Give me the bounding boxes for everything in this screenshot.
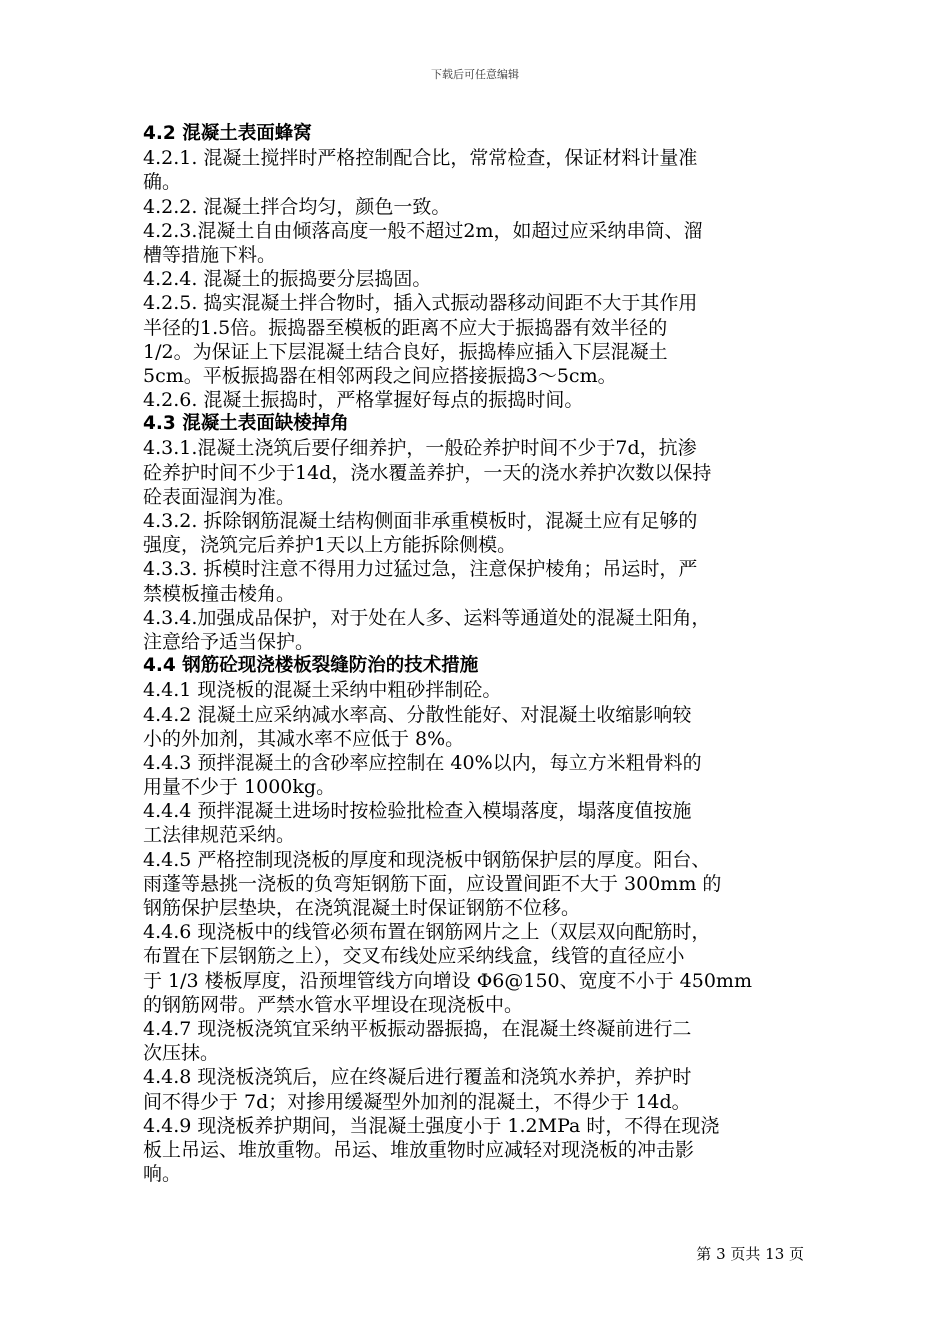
text-line: 4.3.1.混凝土浇筑后要仔细养护，一般砼养护时间不少于7d，抗渗 (143, 437, 697, 460)
text-line: 4.4.5 严格控制现浇板的厚度和现浇板中钢筋保护层的厚度。阳台、 (143, 848, 711, 871)
text-line: 4.4.2 混凝土应采纳减水率高、分散性能好、对混凝土收缩影响较 (143, 703, 692, 726)
text-line: 板上吊运、堆放重物。吊运、堆放重物时应减轻对现浇板的冲击影 (143, 1138, 695, 1161)
text-line: 4.4.3 预拌混凝土的含砂率应控制在 40%以内，每立方米粗骨料的 (143, 751, 702, 774)
text-line: 间不得少于 7d；对掺用缓凝型外加剂的混凝土，不得少于 14d。 (143, 1090, 691, 1113)
text-line: 半径的1.5倍。振捣器至模板的距离不应大于振捣器有效半径的 (143, 316, 668, 339)
page-header: 下载后可任意编辑 (431, 68, 519, 81)
text-line: 禁模板撞击棱角。 (143, 582, 296, 605)
text-line: 4.4.8 现浇板浇筑后，应在终凝后进行覆盖和浇筑水养护，养护时 (143, 1066, 692, 1089)
text-line: 钢筋保护层垫块，在浇筑混凝土时保证钢筋不位移。 (143, 897, 581, 919)
text-line: 4.4.9 现浇板养护期间，当混凝土强度小于 1.2MPa 时，不得在现浇 (143, 1114, 720, 1137)
text-line: 4.4.6 现浇板中的线管必须布置在钢筋网片之上（双层双向配筋时， (143, 921, 711, 944)
text-line: 4.4.1 现浇板的混凝土采纳中粗砂拌制砼。 (143, 679, 502, 702)
text-line: 响。 (143, 1163, 182, 1186)
text-line: 4.4.4 预拌混凝土进场时按检验批检查入模塌落度，塌落度值按施 (143, 800, 692, 823)
text-line: 砼养护时间不少于14d，浇水覆盖养护，一天的浇水养护次数以保持 (143, 461, 712, 484)
section-heading: 4.3 混凝土表面缺棱掉角 (143, 413, 349, 435)
text-line: 砼表面湿润为准。 (143, 485, 296, 508)
text-line: 工法律规范采纳。 (143, 824, 296, 847)
text-line: 布置在下层钢筋之上），交叉布线处应采纳线盒，线管的直径应小 (143, 945, 685, 968)
text-line: 雨蓬等悬挑一浇板的负弯矩钢筋下面，应设置间距不大于 300mm 的 (143, 872, 722, 895)
section-heading: 4.2 混凝土表面蜂窝 (143, 123, 312, 144)
text-line: 强度，浇筑完后养护1天以上方能拆除侧模。 (143, 534, 517, 557)
text-line: 4.2.2. 混凝土拌合均匀，颜色一致。 (143, 195, 451, 218)
text-line: 槽等措施下料。 (143, 243, 277, 266)
text-line: 4.2.6. 混凝土振捣时，严格掌握好每点的振捣时间。 (143, 389, 584, 412)
text-line: 小的外加剂，其减水率不应低于 8%。 (143, 727, 465, 750)
text-line: 4.3.2. 拆除钢筋混凝土结构侧面非承重模板时，混凝土应有足够的 (143, 510, 698, 532)
text-line: 4.3.4.加强成品保护，对于处在人多、运料等通道处的混凝土阳角， (143, 606, 711, 629)
text-line: 1/2。为保证上下层混凝土结合良好，振捣棒应插入下层混凝土 (143, 340, 668, 363)
text-line: 4.2.3.混凝土自由倾落高度一般不超过2m，如超过应采纳串筒、溜 (143, 219, 703, 242)
text-line: 5cm。平板振捣器在相邻两段之间应搭接振捣3～5cm。 (143, 364, 617, 387)
text-line: 注意给予适当保护。 (143, 630, 315, 653)
text-line: 确。 (143, 171, 182, 194)
text-line: 4.2.5. 捣实混凝土拌合物时，插入式振动器移动间距不大于其作用 (143, 292, 698, 315)
page-footer: 第 3 页共 13 页 (696, 1245, 804, 1263)
text-line: 的钢筋网带。严禁水管水平埋设在现浇板中。 (143, 993, 524, 1016)
text-line: 用量不少于 1000kg。 (143, 776, 336, 799)
text-line: 4.2.1. 混凝土搅拌时严格控制配合比，常常检查，保证材料计量准 (143, 147, 698, 170)
text-line: 4.2.4. 混凝土的振捣要分层捣固。 (143, 268, 432, 291)
text-line: 4.3.3. 拆模时注意不得用力过猛过急，注意保护棱角；吊运时，严 (143, 558, 698, 581)
section-heading: 4.4 钢筋砼现浇楼板裂缝防治的技术措施 (143, 655, 479, 677)
text-line: 次压抹。 (143, 1042, 220, 1065)
text-line: 于 1/3 楼板厚度，沿预埋管线方向增设 Φ6@150、宽度不小于 450mm (143, 969, 752, 992)
document-body (143, 122, 813, 1186)
text-line: 4.4.7 现浇板浇筑宜采纳平板振动器振捣，在混凝土终凝前进行二 (143, 1017, 692, 1040)
